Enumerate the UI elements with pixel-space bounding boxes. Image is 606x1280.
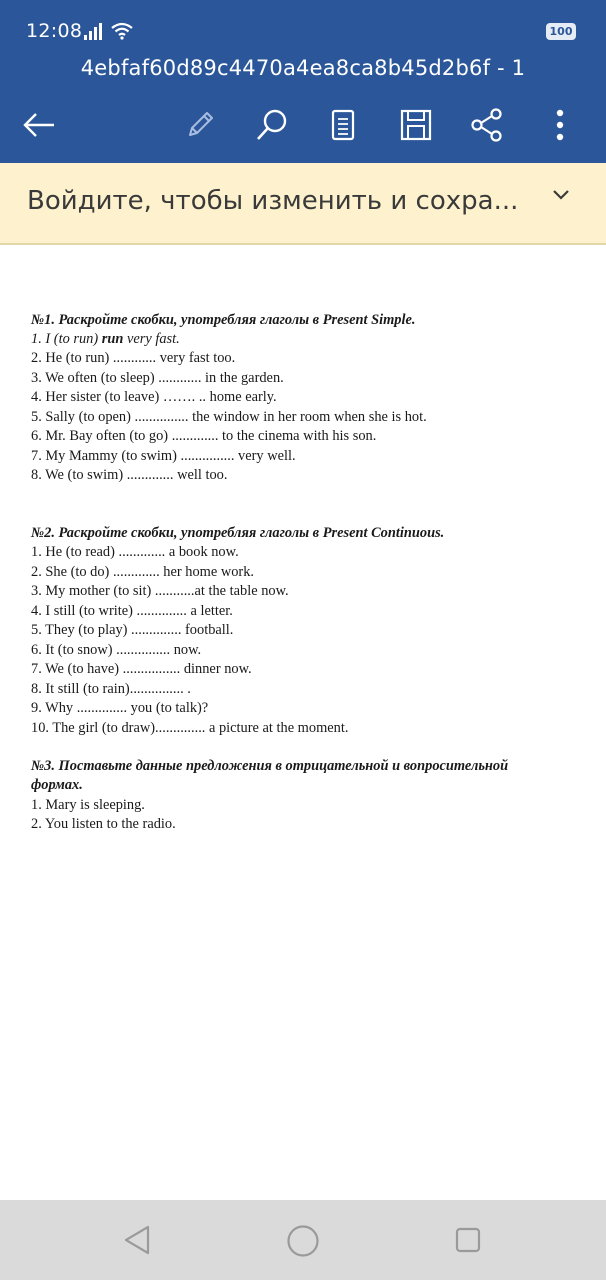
share-button[interactable]	[465, 103, 509, 147]
exercise-1-line: 6. Mr. Bay often (to go) ............. to the cinema with his son.	[31, 428, 377, 444]
save-button[interactable]	[394, 103, 438, 147]
app-bar	[0, 0, 606, 163]
example-answer: run	[101, 331, 124, 347]
chevron-down-icon[interactable]	[546, 186, 576, 204]
exercise-1-heading: №1. Раскройте скобки, употребляя глаголы в Present Simple.	[31, 312, 416, 328]
exercise-1-line: 5. Sally (to open) ............... the window in her room when she is hot.	[31, 409, 427, 425]
back-arrow-icon	[22, 112, 56, 138]
exercise-1-line: 8. We (to swim) ............. well too.	[31, 467, 228, 483]
exercise-2-line: 2. She (to do) ............. her home work.	[31, 564, 255, 580]
document-title: 4ebfaf60d89c4470a4ea8ca8b45d2b6f - 1	[80, 56, 526, 80]
exercise-2-line: 3. My mother (to sit) ...........at the table now.	[31, 583, 289, 599]
exercise-1-example	[31, 330, 180, 348]
exercise-1-line: 7. My Mammy (to swim) ............... very well.	[31, 448, 296, 464]
banner-text: Войдите, чтобы изменить и сохра...	[27, 186, 519, 216]
exercise-3-heading: №3. Поставьте данные предложения в отрицательной и вопросительной	[31, 758, 509, 774]
wifi-icon	[110, 21, 134, 41]
edit-button[interactable]	[178, 103, 222, 147]
search-button[interactable]	[250, 103, 294, 147]
recents-square-icon[interactable]	[454, 1226, 482, 1254]
status-time: 12:08	[26, 20, 83, 42]
example-prefix: 1. I (to run)	[31, 331, 102, 347]
exercise-2-line: 9. Why .............. you (to talk)?	[31, 700, 209, 716]
exercise-3-line: 1. Mary is sleeping.	[31, 797, 145, 813]
reading-view-button[interactable]	[321, 103, 365, 147]
exercise-2-line: 7. We (to have) ................ dinner now.	[31, 661, 252, 677]
exercise-2-heading: №2. Раскройте скобки, употребляя глаголы в Present Continuous.	[31, 525, 445, 541]
search-icon	[255, 108, 289, 142]
exercise-1-line: 3. We often (to sleep) ............ in the garden.	[31, 370, 284, 386]
example-suffix: very fast.	[123, 331, 180, 347]
more-icon	[555, 108, 565, 142]
exercise-3-heading-cont: формах.	[31, 777, 83, 793]
signal-icon	[84, 22, 106, 40]
exercise-3-line: 2. You listen to the radio.	[31, 816, 176, 832]
exercise-2-line: 8. It still (to rain)............... .	[31, 681, 191, 697]
exercise-2-line: 6. It (to snow) ............... now.	[31, 642, 202, 658]
more-options-button[interactable]	[538, 103, 582, 147]
exercise-2-line: 5. They (to play) .............. football.	[31, 622, 234, 638]
share-icon	[470, 108, 504, 142]
sign-in-banner[interactable]	[0, 163, 606, 245]
back-triangle-icon[interactable]	[122, 1224, 154, 1256]
back-button[interactable]	[17, 103, 61, 147]
exercise-2-line: 4. I still (to write) .............. a letter.	[31, 603, 233, 619]
system-nav-bar	[0, 1200, 606, 1280]
battery-indicator: 100	[546, 23, 576, 40]
exercise-2-line: 1. He (to read) ............. a book now.	[31, 544, 239, 560]
pen-icon	[184, 109, 216, 141]
exercise-1-line: 4. Her sister (to leave) ……. .. home early.	[31, 389, 277, 405]
exercise-2-line: 10. The girl (to draw).............. a picture at the moment.	[31, 720, 349, 736]
home-circle-icon[interactable]	[286, 1224, 320, 1258]
reading-view-icon	[331, 109, 355, 141]
exercise-1-line: 2. He (to run) ............ very fast too.	[31, 350, 236, 366]
save-icon	[400, 109, 432, 141]
